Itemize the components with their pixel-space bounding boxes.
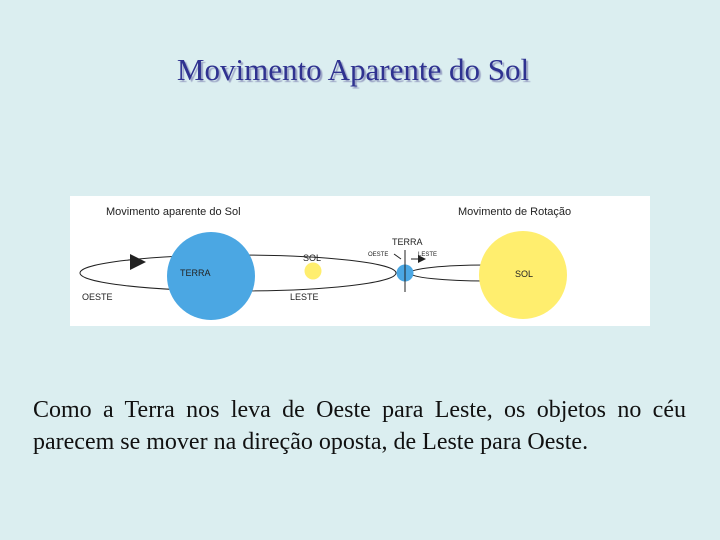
left-east-label: LESTE (290, 292, 319, 302)
right-earth-label: TERRA (392, 237, 423, 247)
caption-text: Como a Terra nos leva de Oeste para Leste, os objetos no céu parecem se mover na direção oposta, de Leste para Oeste. (33, 397, 686, 455)
left-panel-graphics (80, 232, 396, 320)
right-east-label: LESTE (418, 252, 438, 258)
left-earth-label: TERRA (180, 268, 211, 278)
left-direction-arrow (130, 254, 146, 270)
right-panel-heading: Movimento de Rotação (458, 206, 572, 218)
right-sun-label: SOL (515, 269, 534, 279)
rotation-arrow-west (394, 254, 401, 259)
left-sun (305, 263, 322, 280)
left-sun-label: SOL (303, 253, 322, 263)
left-west-label: OESTE (82, 292, 113, 302)
right-west-label: OESTE (368, 252, 389, 258)
sun-motion-diagram (70, 196, 650, 326)
left-panel-heading: Movimento aparente do Sol (106, 206, 241, 218)
slide-title: Movimento Aparente do Sol (176, 52, 530, 87)
